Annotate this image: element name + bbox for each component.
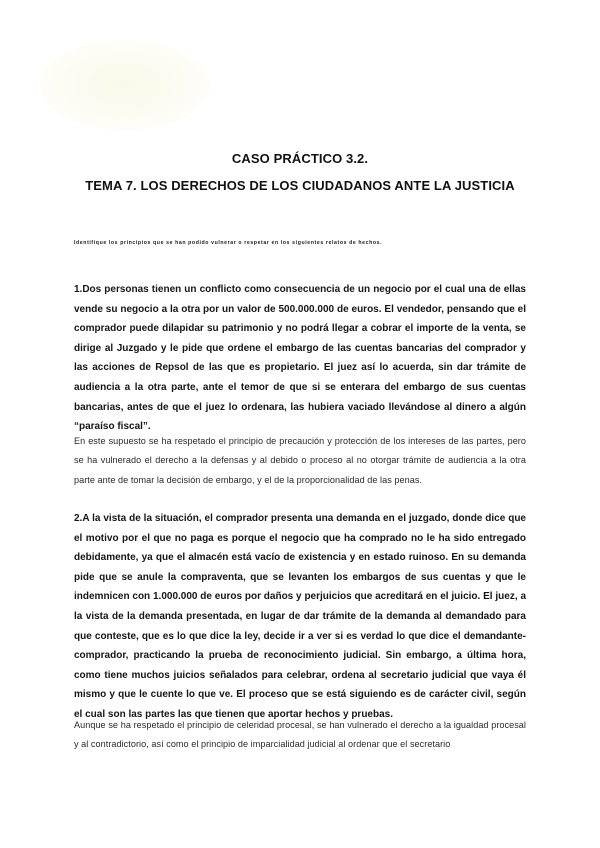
case-1-answer: En este supuesto se ha respetado el principio de precaución y protección de los intereses de las partes, pero se ha vulnerado el derecho a la defensas y al debido o proceso al no otorgar trámite de audiencia a la otra parte ante de tomar la decisión de embargo, y el de la proporcionalidad de las penas. [74,436,526,485]
case-2-question: 2.A la vista de la situación, el comprador presenta una demanda en el juzgado, donde dice que el motivo por el que no paga es porque el negocio que ha comprado no le ha sido entregado debidamente, ya que el almacén está vacío de existencia y en estado ruinoso. En su demanda pide que se anule la compraventa, que se levanten los embargos de sus cuentas y que le indemnicen con 1.000.000 de euros por daños y perjuicios que acreditará en el juicio. El juez, a la vista de la demanda presentada, en lugar de dar trámite de la demanda al demandado para que conteste, que es lo que dice la ley, decide ir a ver si es verdad lo que dice el demandante-comprador, practicando la prueba de reconocimiento judicial. Sin embargo, a última hora, como tiene muchos juicios señalados para celebrar, ordena al secretario judicial que vaya él mismo y que le cuente lo que ve. El proceso que se está siguiendo es de carácter civil, según el cual son las partes las que tienen que aportar hechos y pruebas. [74,513,526,720]
instruction-text: Identifique los principios que se han podido vulnerar o respetar en los siguientes relatos de hechos. [74,240,383,246]
case-title: CASO PRÁCTICO 3.2. [231,151,369,166]
case-2-answer: Aunque se ha respetado el principio de celeridad procesal, se han vulnerado el derecho a la igualdad procesal y al contradictorio, así como el principio de imparcialidad judicial al ordenar que el secretario [74,720,526,750]
topic-title: TEMA 7. LOS DERECHOS DE LOS CIUDADANOS ANTE LA JUSTICIA [85,178,515,193]
page-smudge [40,40,210,130]
case-1-question: 1.Dos personas tienen un conflicto como consecuencia de un negocio por el cual una de ellas vende su negocio a la otra por un valor de 500.000.000 de euros. El vendedor, pensando que el comprador puede dilapidar su patrimonio y no podrá llegar a cobrar el importe de la venta, se dirige al Juzgado y le pide que ordene el embargo de las cuentas bancarias del comprador y las acciones de Repsol de las que es propietario. El juez así lo acuerda, sin dar trámite de audiencia a la otra parte, ante el temor de que si se enterara del embargo de sus cuentas bancarias, antes de que el juez lo ordenara, las hubiera vaciado llevándose al dinero a algún “paraíso fiscal”. [74,284,526,433]
